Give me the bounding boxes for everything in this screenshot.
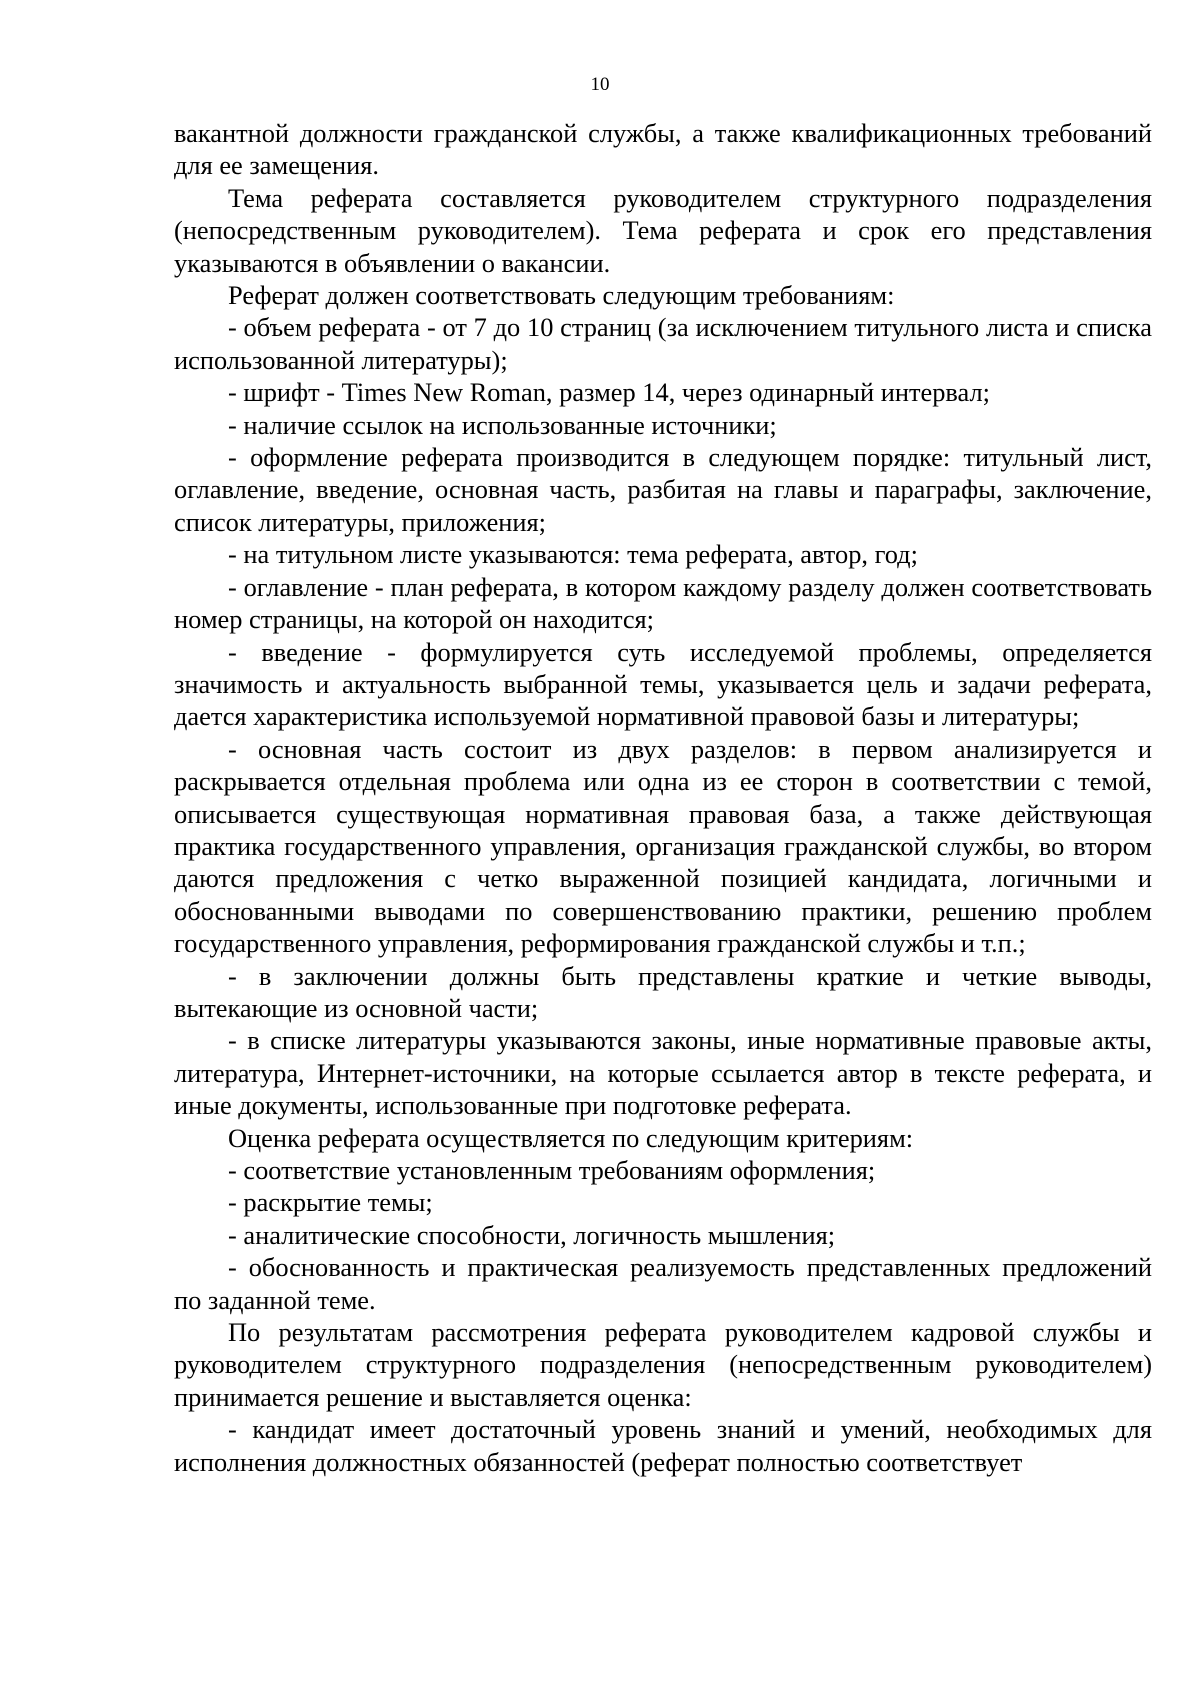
- list-item-criteria-analytics: - аналитические способности, логичность мышления;: [228, 1219, 836, 1250]
- list-item-contents: - оглавление - план реферата, в котором каждому разделу должен соответствовать номер страницы, на которой он находится;: [174, 571, 1152, 635]
- list-item-title-page: - на титульном листе указываются: тема реферата, автор, год;: [228, 539, 918, 570]
- list-item-criteria-formatting: - соответствие установленным требованиям оформления;: [228, 1155, 876, 1185]
- list-item-criteria-topic: - раскрытие темы;: [228, 1187, 433, 1218]
- paragraph-continuation: вакантной должности гражданской службы, а также квалификационных требований для ее замещения.: [174, 118, 1152, 181]
- list-item-references: - наличие ссылок на использованные источники;: [228, 409, 777, 440]
- paragraph-results: По результатам рассмотрения реферата руководителем кадровой службы и руководителем структурного подразделения (непосредственным руководителем) принимается решение и выставляется оценка:: [174, 1317, 1152, 1412]
- list-item-criteria-feasibility: - обоснованность и практическая реализуемость представленных предложений по заданной теме.: [174, 1252, 1152, 1315]
- list-item-font: - шрифт - Times New Roman, размер 14, через одинарный интервал;: [228, 377, 990, 408]
- paragraph-topic: Тема реферата составляется руководителем структурного подразделения (непосредственным руководителем). Тема реферата и срок его представления указываются в объявлении о вакансии.: [174, 182, 1152, 278]
- list-item-result-sufficient: - кандидат имеет достаточный уровень знаний и умений, необходимых для исполнения должностных обязанностей (реферат полностью соответствует: [174, 1414, 1152, 1477]
- list-item-conclusion: - в заключении должны быть представлены краткие и четкие выводы, вытекающие из основной части;: [174, 960, 1152, 1023]
- paragraph-requirements-intro: Реферат должен соответствовать следующим требованиям:: [228, 280, 895, 311]
- paragraph-criteria-intro: Оценка реферата осуществляется по следующим критериям:: [228, 1122, 914, 1153]
- document-body: [174, 117, 1152, 1478]
- list-item-bibliography: - в списке литературы указываются законы, иные нормативные правовые акты, литература, Интернет-источники, на которые ссылается автор в тексте реферата, и иные документы, использованные при подготовке реферата.: [174, 1025, 1152, 1121]
- list-item-volume: - объем реферата - от 7 до 10 страниц (за исключением титульного листа и списка использованной литературы);: [174, 312, 1152, 375]
- list-item-introduction: - введение - формулируется суть исследуемой проблемы, определяется значимость и актуальность выбранной темы, указывается цель и задачи реферата, дается характеристика используемой нормативной правовой базы и литературы;: [174, 636, 1152, 732]
- list-item-structure: - оформление реферата производится в следующем порядке: титульный лист, оглавление, введение, основная часть, разбитая на главы и параграфы, заключение, список литературы, приложения;: [174, 442, 1152, 537]
- list-item-main-part: - основная часть состоит из двух разделов: в первом анализируется и раскрывается отдельная проблема или одна из ее сторон в соответствии с темой, описывается существующая нормативная правовая база, а также действующая практика государственного управления, организация гражданской службы, во втором даются предложения с четко выраженной позицией кандидата, логичными и обоснованными выводами по совершенствованию практики, решению проблем государственного управления, реформирования гражданской службы и т.п.;: [174, 733, 1152, 959]
- page-number: 10: [590, 74, 610, 95]
